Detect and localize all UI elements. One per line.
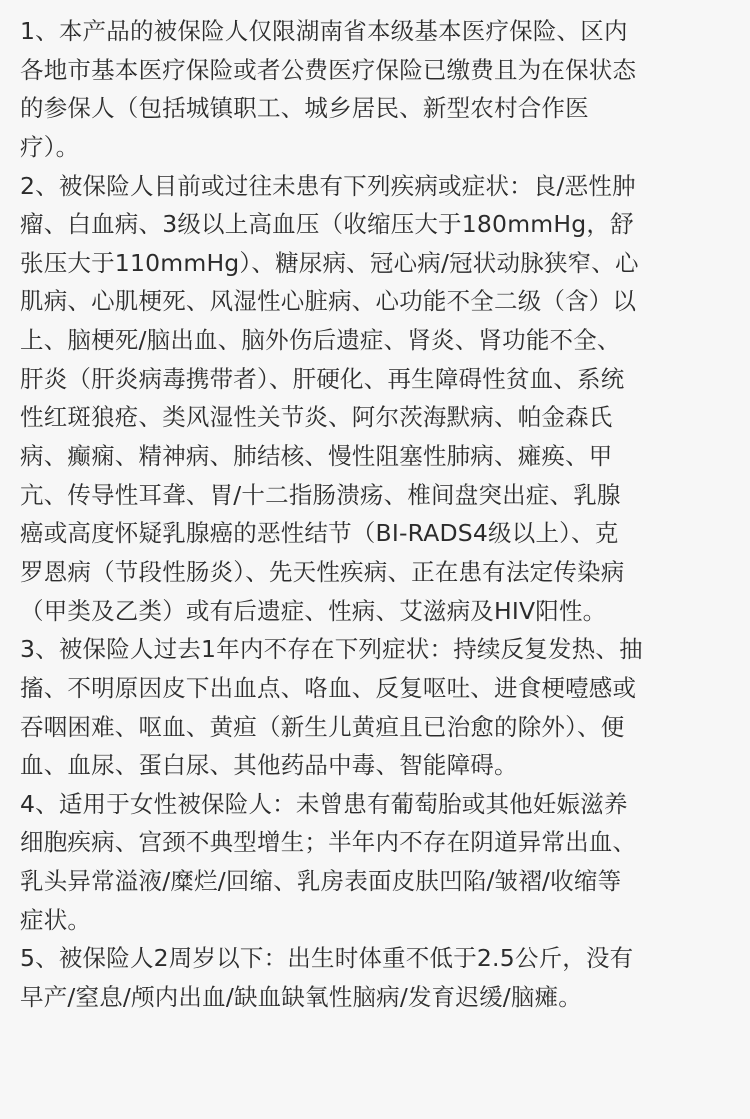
text-line: 罗恩病（节段性肠炎）、先天性疾病、正在患有法定传染病	[20, 557, 625, 586]
text-line: 搐、不明原因皮下出血点、咯血、反复呕吐、进食梗噎感或	[20, 673, 637, 702]
text-line: 肝炎（肝炎病毒携带者）、肝硬化、再生障碍性贫血、系统	[20, 364, 625, 393]
text-line: 血、血尿、蛋白尿、其他药品中毒、智能障碍。	[20, 751, 518, 780]
text-line: 4、适用于女性被保险人：未曾患有葡萄胎或其他妊娠滋养	[20, 789, 628, 818]
text-line: 的参保人（包括城镇职工、城乡居民、新型农村合作医	[20, 94, 589, 123]
clause-4	[20, 785, 732, 940]
text-line: 细胞疾病、宫颈不典型增生；半年内不存在阴道异常出血、	[20, 828, 637, 857]
text-line: 疗）。	[20, 132, 80, 161]
text-line: 吞咽困难、呕血、黄疸（新生儿黄疸且已治愈的除外）、便	[20, 712, 625, 741]
clause-3	[20, 630, 732, 785]
text-line: 各地市基本医疗保险或者公费医疗保险已缴费且为在保状态	[20, 55, 637, 84]
text-line: 瘤、白血病、3级以上高血压（收缩压大于180mmHg，舒	[20, 210, 634, 239]
text-line: 亢、传导性耳聋、胃/十二指肠溃疡、椎间盘突出症、乳腺	[20, 480, 621, 509]
text-line: 肌病、心肌梗死、风湿性心脏病、心功能不全二级（含）以	[20, 287, 637, 316]
clause-1	[20, 12, 732, 167]
clause-5	[20, 939, 732, 1016]
text-line: 张压大于110mmHg）、糖尿病、冠心病/冠状动脉狭窄、心	[20, 248, 639, 277]
text-line: 乳头异常溢液/糜烂/回缩、乳房表面皮肤凹陷/皱褶/收缩等	[20, 867, 622, 896]
text-line: 早产/窒息/颅内出血/缺血缺氧性脑病/发育迟缓/脑瘫。	[20, 983, 582, 1012]
text-line: 性红斑狼疮、类风湿性关节炎、阿尔茨海默病、帕金森氏	[20, 403, 613, 432]
text-line: 2、被保险人目前或过往未患有下列疾病或症状：良/恶性肿	[20, 171, 636, 200]
text-line: 癌或高度怀疑乳腺癌的恶性结节（BI-RADS4级以上）、克	[20, 519, 619, 548]
clause-2	[20, 167, 732, 631]
text-line: （甲类及乙类）或有后遗症、性病、艾滋病及HIV阳性。	[20, 596, 607, 625]
text-line: 1、本产品的被保险人仅限湖南省本级基本医疗保险、区内	[20, 17, 628, 45]
text-line: 上、脑梗死/脑出血、脑外伤后遗症、肾炎、肾功能不全、	[20, 326, 621, 355]
text-line: 病、癫痫、精神病、肺结核、慢性阻塞性肺病、瘫痪、甲	[20, 442, 613, 471]
text-line: 症状。	[20, 905, 92, 934]
text-line: 3、被保险人过去1年内不存在下列症状：持续反复发热、抽	[20, 635, 643, 664]
text-line: 5、被保险人2周岁以下：出生时体重不低于2.5公斤，没有	[20, 944, 634, 973]
